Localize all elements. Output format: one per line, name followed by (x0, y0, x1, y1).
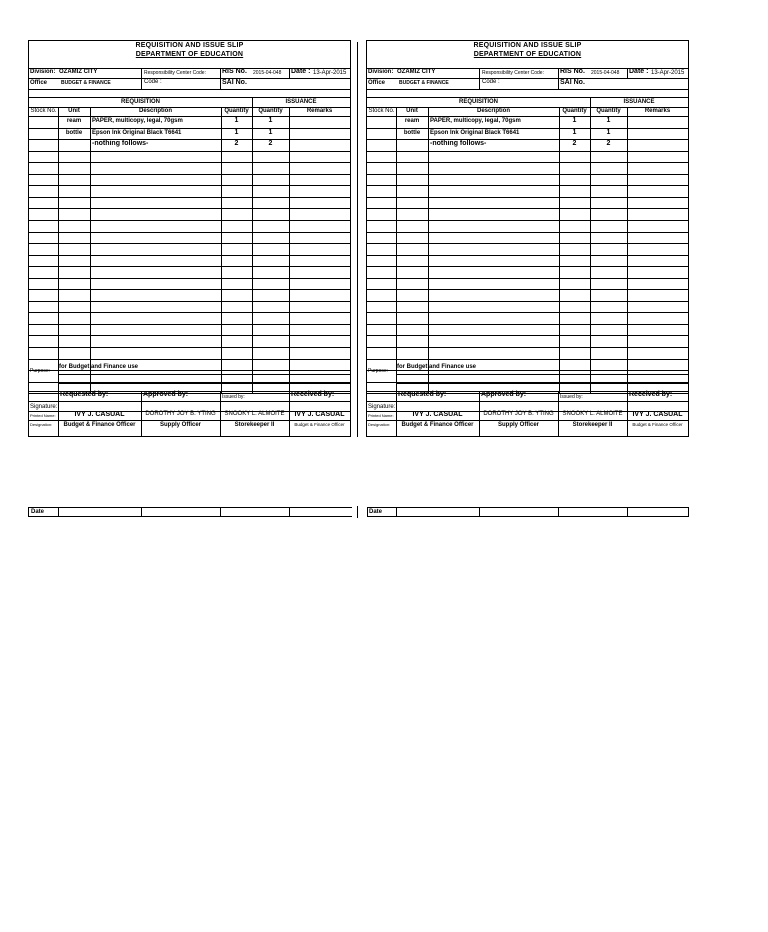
ris-value: 2015-04-048 (253, 70, 282, 76)
grid-line (29, 89, 350, 90)
form-title: REQUISITION AND ISSUE SLIP (473, 42, 582, 49)
grid-line (367, 151, 688, 152)
col-qty2: Quantity (596, 108, 621, 114)
office-value: BUDGET & FINANCE (399, 80, 449, 86)
grid-line (627, 68, 628, 79)
col-qty: Quantity (224, 108, 249, 114)
received-name: IVY J. CASUAL (632, 411, 683, 418)
grid-line (558, 508, 559, 516)
issued-name: SNOOKY L. ALMOITE (224, 411, 285, 417)
grid-line (396, 374, 688, 375)
grid-line (29, 185, 350, 186)
grid-line (367, 97, 688, 98)
row-unit: bottle (403, 130, 421, 136)
grid-line (29, 401, 350, 402)
grid-line (367, 128, 688, 129)
grid-line (29, 370, 350, 371)
code-label: Code : (482, 79, 500, 85)
ris-label: RIS No. (222, 68, 247, 75)
grid-line (29, 232, 350, 233)
division-label: Division: (30, 69, 56, 75)
row-quantity: 1 (572, 117, 577, 124)
grid-line (29, 197, 350, 198)
approved-name: DOROTHY JOY B. YTING (145, 411, 216, 417)
received-by-label: Received by: (291, 391, 335, 398)
grid-line (141, 508, 142, 516)
row-quantity: 2 (234, 140, 239, 147)
date-strip-label-left: Date (31, 509, 45, 515)
grid-line (29, 347, 350, 348)
purpose-value: for Budget and Finance use (59, 364, 139, 370)
grid-line (29, 278, 350, 279)
slip-separator (357, 42, 358, 437)
requisition-header: REQUISITION (120, 99, 160, 105)
form-subtitle: DEPARTMENT OF EDUCATION (135, 51, 244, 58)
grid-line (29, 301, 350, 302)
requested-designation: Budget & Finance Officer (63, 422, 136, 428)
grid-line (29, 220, 350, 221)
grid-line (367, 139, 688, 140)
issued-designation: Storekeeper II (572, 422, 613, 428)
row-unit: bottle (65, 130, 83, 136)
responsibility-center-label: Responsibility Center Code: (144, 70, 206, 76)
col-unit: Unit (406, 108, 418, 114)
grid-line (58, 383, 350, 384)
printed-name-label: Printed Name: (368, 413, 394, 418)
grid-line (367, 116, 688, 117)
division-label: Division: (368, 69, 394, 75)
grid-line (367, 243, 688, 244)
grid-line (29, 420, 350, 421)
received-designation: Budget & Finance Officer (294, 422, 345, 427)
requisition-slip-right (366, 40, 689, 437)
division-value: OZAMIZ CITY (397, 69, 436, 75)
grid-line (29, 162, 350, 163)
col-stock: Stock No. (30, 108, 57, 114)
col-qty: Quantity (562, 108, 587, 114)
grid-line (367, 289, 688, 290)
grid-line (220, 68, 221, 89)
grid-line (627, 508, 628, 516)
row-description: PAPER, multicopy, legal, 70gsm (430, 118, 521, 124)
form-title: REQUISITION AND ISSUE SLIP (135, 42, 244, 49)
grid-line (367, 324, 688, 325)
requisition-slip-left (28, 40, 351, 437)
row-description: Epson Ink Original Black T6641 (430, 130, 520, 136)
requested-by-label: Requested by: (60, 391, 109, 398)
col-unit: Unit (68, 108, 80, 114)
grid-line (396, 107, 397, 393)
grid-line (367, 78, 688, 79)
grid-line (479, 68, 480, 89)
grid-line (141, 68, 142, 89)
grid-line (29, 255, 350, 256)
grid-line (367, 347, 688, 348)
grid-line (367, 420, 688, 421)
grid-line (367, 508, 368, 516)
issued-by-label: Issued by: (560, 394, 583, 400)
grid-line (29, 208, 350, 209)
grid-line (29, 139, 350, 140)
grid-line (367, 185, 688, 186)
grid-line (29, 151, 350, 152)
approved-designation: Supply Officer (159, 422, 201, 428)
row-quantity: 2 (572, 140, 577, 147)
grid-line (289, 68, 290, 79)
grid-line (367, 370, 688, 371)
row-quantity: 1 (234, 129, 239, 136)
row-quantity-issued: 1 (268, 117, 273, 124)
office-label: Office (368, 80, 386, 86)
requested-name: IVY J. CASUAL (412, 411, 463, 418)
office-label: Office (30, 80, 48, 86)
purpose-value: for Budget and Finance use (397, 364, 477, 370)
grid-line (29, 289, 350, 290)
col-stock: Stock No. (368, 108, 395, 114)
responsibility-center-label: Responsibility Center Code: (482, 70, 544, 76)
office-value: BUDGET & FINANCE (61, 80, 111, 86)
issued-designation: Storekeeper II (234, 422, 275, 428)
grid-line (29, 324, 350, 325)
approved-name: DOROTHY JOY B. YTING (483, 411, 554, 417)
row-unit: ream (66, 118, 82, 124)
designation-label: Designation: (30, 422, 53, 427)
grid-line (367, 401, 688, 402)
date-value: 13-Apr-2015 (313, 70, 347, 76)
purpose-label: Purpose: (30, 368, 51, 374)
grid-line (58, 374, 350, 375)
approved-by-label: Approved by: (143, 391, 189, 398)
issued-by-label: Issued by: (222, 394, 245, 400)
grid-line (29, 359, 350, 360)
row-unit: ream (404, 118, 420, 124)
grid-line (367, 266, 688, 267)
grid-line (367, 208, 688, 209)
grid-line (29, 128, 350, 129)
grid-line (367, 232, 688, 233)
designation-label: Designation: (368, 422, 391, 427)
grid-line (29, 243, 350, 244)
grid-line (367, 220, 688, 221)
grid-line (29, 116, 350, 117)
row-quantity-issued: 1 (606, 117, 611, 124)
grid-line (396, 508, 397, 516)
signature-label: Signature: (368, 404, 396, 410)
date-strip-label-right: Date (369, 509, 383, 515)
code-label: Code : (144, 79, 162, 85)
issuance-header: ISSUANCE (623, 99, 655, 105)
row-description: -nothing follows- (430, 140, 487, 147)
grid-line (367, 174, 688, 175)
issued-name: SNOOKY L. ALMOITE (562, 411, 623, 417)
grid-line (396, 383, 688, 384)
row-quantity-issued: 1 (606, 129, 611, 136)
grid-line (479, 508, 480, 516)
grid-line (58, 508, 59, 516)
grid-line (29, 97, 350, 98)
grid-line (590, 107, 591, 393)
received-name: IVY J. CASUAL (294, 411, 345, 418)
row-quantity-issued: 1 (268, 129, 273, 136)
signature-label: Signature: (30, 404, 58, 410)
grid-line (29, 312, 350, 313)
date-strip-gap (352, 507, 367, 519)
grid-line (367, 312, 688, 313)
approved-designation: Supply Officer (497, 422, 539, 428)
grid-line (428, 107, 429, 393)
col-remarks: Remarks (306, 108, 333, 114)
grid-line (367, 255, 688, 256)
approved-by-label: Approved by: (481, 391, 527, 398)
grid-line (29, 78, 350, 79)
ris-label: RIS No. (560, 68, 585, 75)
grid-line (367, 89, 688, 90)
grid-line (558, 68, 559, 89)
grid-line (29, 266, 350, 267)
ris-value: 2015-04-048 (591, 70, 620, 76)
grid-line (289, 107, 290, 393)
requested-designation: Budget & Finance Officer (401, 422, 474, 428)
date-separator (357, 506, 358, 518)
sai-label: SAI No. (560, 79, 585, 86)
grid-line (29, 174, 350, 175)
grid-line (221, 107, 222, 393)
form-subtitle: DEPARTMENT OF EDUCATION (473, 51, 582, 58)
row-description: Epson Ink Original Black T6641 (92, 130, 182, 136)
sai-label: SAI No. (222, 79, 247, 86)
grid-line (627, 107, 628, 393)
requisition-header: REQUISITION (458, 99, 498, 105)
row-quantity-issued: 2 (268, 140, 273, 147)
grid-line (367, 278, 688, 279)
grid-line (559, 107, 560, 393)
col-desc: Description (138, 108, 172, 114)
received-by-label: Received by: (629, 391, 673, 398)
col-desc: Description (476, 108, 510, 114)
row-quantity: 1 (572, 129, 577, 136)
grid-line (367, 197, 688, 198)
row-quantity-issued: 2 (606, 140, 611, 147)
grid-line (367, 359, 688, 360)
col-remarks: Remarks (644, 108, 671, 114)
row-quantity: 1 (234, 117, 239, 124)
grid-line (289, 508, 290, 516)
date-label: Date : (629, 68, 649, 75)
issuance-header: ISSUANCE (285, 99, 317, 105)
grid-line (367, 335, 688, 336)
grid-line (367, 162, 688, 163)
date-strip (28, 507, 689, 517)
grid-line (58, 107, 59, 393)
requested-by-label: Requested by: (398, 391, 447, 398)
row-description: -nothing follows- (92, 140, 149, 147)
grid-line (367, 301, 688, 302)
grid-line (252, 107, 253, 393)
printed-name-label: Printed Name: (30, 413, 56, 418)
date-label: Date : (291, 68, 311, 75)
grid-line (90, 107, 91, 393)
purpose-label: Purpose: (368, 368, 389, 374)
division-value: OZAMIZ CITY (59, 69, 98, 75)
grid-line (29, 335, 350, 336)
requested-name: IVY J. CASUAL (74, 411, 125, 418)
grid-line (220, 508, 221, 516)
received-designation: Budget & Finance Officer (632, 422, 683, 427)
date-value: 13-Apr-2015 (651, 70, 685, 76)
col-qty2: Quantity (258, 108, 283, 114)
row-description: PAPER, multicopy, legal, 70gsm (92, 118, 183, 124)
